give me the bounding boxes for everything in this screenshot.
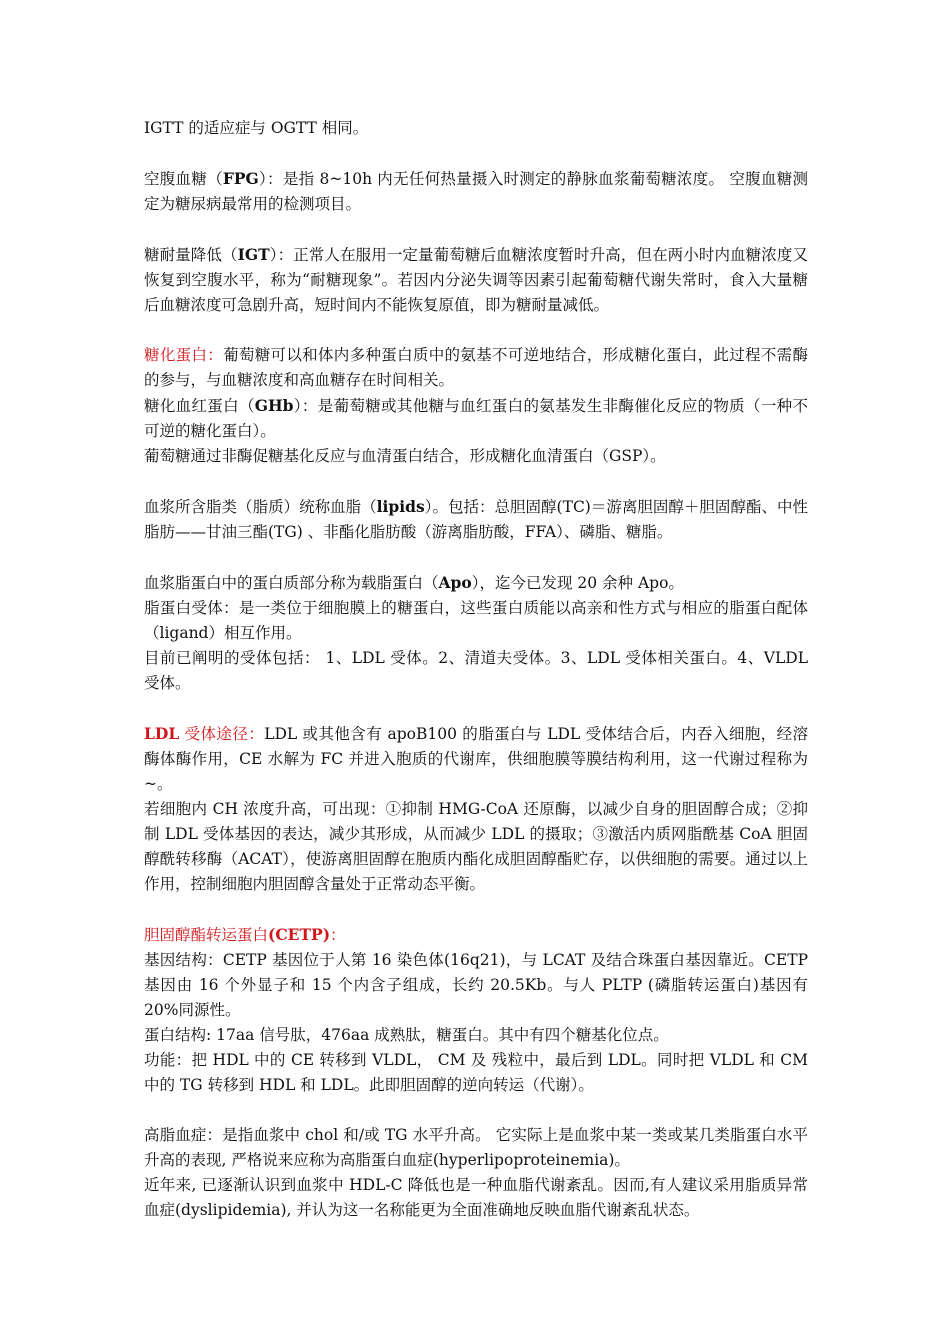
paragraph-gap xyxy=(144,141,808,166)
paragraph-fpg xyxy=(144,166,808,217)
paragraph-gap xyxy=(144,545,808,570)
paragraph-text: 糖化血红蛋白（ xyxy=(144,397,255,415)
paragraph-text: ）：是指 8~10h 内无任何热量摄入时测定的静脉血浆葡萄糖浓度。 空腹血糖测定为糖尿病最常用的检测项目。 xyxy=(144,170,808,213)
highlighted-term: (CETP) xyxy=(268,925,331,944)
paragraph-gap xyxy=(144,217,808,242)
paragraph-text: 葡萄糖可以和体内多种蛋白质中的氨基不可逆地结合，形成糖化蛋白，此过程不需酶的参与，与血糖浓度和高血糖存在时间相关。 xyxy=(144,346,808,389)
document-body xyxy=(144,116,808,1223)
paragraph-text: ）。包括：总胆固醇(TC)＝游离胆固醇＋胆固醇酯、中性脂肪——甘油三酯(TG) 、非酯化脂肪酸（游离脂肪酸，FFA）、磷脂、糖脂。 xyxy=(144,498,808,541)
paragraph-gap xyxy=(144,318,808,343)
paragraph-text: 近年来, 已逐渐认识到血浆中 HDL-C 降低也是一种血脂代谢紊乱。因而,有人建议采用脂质异常血症(dyslipidemia), 并认为这一名称能更为全面准确地反映血脂代谢紊乱状态。 xyxy=(144,1176,808,1219)
paragraph-text: 目前已阐明的受体包括： 1、LDL 受体。2、清道夫受体。3、LDL 受体相关蛋白。4、VLDL 受体。 xyxy=(144,649,808,692)
highlighted-term: ： xyxy=(330,926,346,944)
paragraph-text: ）：是葡萄糖或其他糖与血红蛋白的氨基发生非酶催化反应的物质（一种不可逆的糖化蛋白）。 xyxy=(144,397,808,440)
highlighted-term: 糖化蛋白： xyxy=(144,346,224,364)
paragraph-text: ）：正常人在服用一定量葡萄糖后血糖浓度暂时升高，但在两小时内血糖浓度又恢复到空腹水平，称为“耐糖现象”。若因内分泌失调等因素引起葡萄糖代谢失常时，食入大量糖后血糖浓度可急剧升高，短时间内不能恢复原值，即为糖耐量减低。 xyxy=(144,246,808,314)
paragraph-igtt xyxy=(144,116,808,141)
paragraph-text: 脂蛋白受体：是一类位于细胞膜上的糖蛋白，这些蛋白质能以高亲和性方式与相应的脂蛋白配体（ligand）相互作用。 xyxy=(144,599,808,642)
term-abbreviation: GHb xyxy=(254,396,294,415)
paragraph-text: 功能：把 HDL 中的 CE 转移到 VLDL， CM 及 残粒中，最后到 LDL。同时把 VLDL 和 CM 中的 TG 转移到 HDL 和 LDL。此即胆固醇的逆向转运（代谢）。 xyxy=(144,1051,808,1094)
paragraph-gap xyxy=(144,696,808,721)
paragraph-ghb xyxy=(144,393,808,444)
paragraph-ldl-pathway xyxy=(144,721,808,797)
paragraph-text: 空腹血糖（ xyxy=(144,170,223,188)
paragraph-text: 高脂血症：是指血浆中 chol 和/或 TG 水平升高。 它实际上是血浆中某一类或某几类脂蛋白水平升高的表现, 严格说来应称为高脂蛋白血症(hyperlipoproteinemia)。 xyxy=(144,1126,808,1169)
paragraph-text: 蛋白结构: 17aa 信号肽，476aa 成熟肽，糖蛋白。其中有四个糖基化位点。 xyxy=(144,1026,669,1044)
paragraph-cetp-gene xyxy=(144,948,808,1023)
highlighted-term: LDL xyxy=(144,724,180,743)
term-abbreviation: IGT xyxy=(237,245,270,264)
paragraph-text: ），迄今已发现 20 余种 Apo。 xyxy=(471,574,684,592)
paragraph-cetp-function xyxy=(144,1048,808,1098)
paragraph-gap xyxy=(144,1098,808,1123)
paragraph-cetp-protein xyxy=(144,1023,808,1048)
paragraph-igt xyxy=(144,242,808,318)
paragraph-text: LDL 或其他含有 apoB100 的脂蛋白与 LDL 受体结合后，内吞入细胞，经溶酶体酶作用，CE 水解为 FC 并进入胞质的代谢库，供细胞膜等膜结构利用，这一代谢过程称为~。 xyxy=(144,725,808,793)
highlighted-term: 胆固醇酯转运蛋白 xyxy=(144,926,269,944)
paragraph-text: 血浆所含脂类（脂质）统称血脂（ xyxy=(144,498,377,516)
paragraph-lipids xyxy=(144,494,808,545)
paragraph-gsp xyxy=(144,444,808,469)
highlighted-term: 受体途径： xyxy=(179,725,265,743)
term-abbreviation: FPG xyxy=(222,169,259,188)
paragraph-text: 葡萄糖通过非酶促糖基化反应与血清蛋白结合，形成糖化血清蛋白（GSP）。 xyxy=(144,447,666,465)
paragraph-text: IGTT 的适应症与 OGTT 相同。 xyxy=(144,119,369,137)
paragraph-text: 糖耐量降低（ xyxy=(144,246,238,264)
paragraph-lipoprotein-receptor xyxy=(144,596,808,646)
term-abbreviation: lipids xyxy=(376,497,425,516)
paragraph-ch-regulation xyxy=(144,797,808,897)
paragraph-gap xyxy=(144,469,808,494)
paragraph-gap xyxy=(144,897,808,922)
paragraph-text: 基因结构：CETP 基因位于人第 16 染色体(16q21)，与 LCAT 及结合珠蛋白基因靠近。CETP 基因由 16 个外显子和 15 个内含子组成，长约 20.5Kb。与人 PLTP (磷脂转运蛋白)基因有 20%同源性。 xyxy=(144,951,808,1019)
paragraph-text: 若细胞内 CH 浓度升高，可出现：①抑制 HMG-CoA 还原酶，以减少自身的胆固醇合成；②抑制 LDL 受体基因的表达，减少其形成，从而减少 LDL 的摄取；③激活内质网脂酰基 CoA 胆固醇酰转移酶（ACAT），使游离胆固醇在胞质内酯化成胆固醇酯贮存，以供细胞的需要。通过以上作用，控制细胞内胆固醇含量处于正常动态平衡。 xyxy=(144,800,808,893)
paragraph-receptor-list xyxy=(144,646,808,696)
paragraph-apo xyxy=(144,570,808,596)
paragraph-glycated-protein xyxy=(144,343,808,393)
term-abbreviation: Apo xyxy=(438,573,472,592)
paragraph-text: 血浆脂蛋白中的蛋白质部分称为载脂蛋白（ xyxy=(144,574,439,592)
paragraph-hyperlipidemia xyxy=(144,1123,808,1173)
paragraph-cetp-heading xyxy=(144,922,808,948)
paragraph-dyslipidemia xyxy=(144,1173,808,1223)
